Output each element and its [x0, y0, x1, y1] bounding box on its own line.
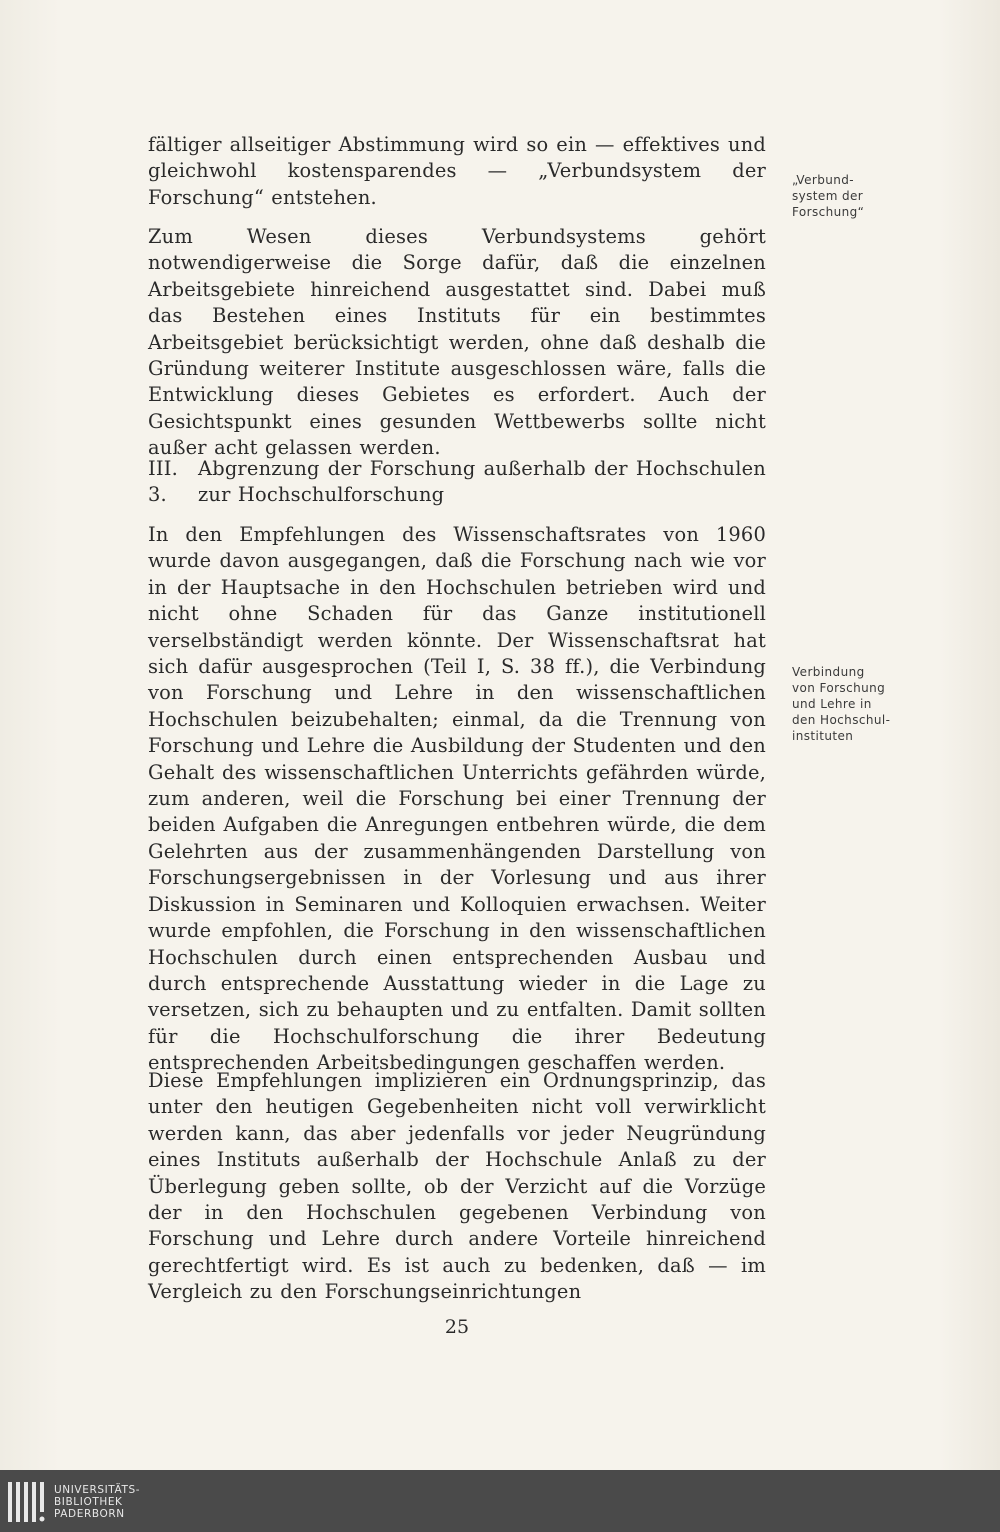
- section-heading: [148, 456, 766, 509]
- page-number: 25: [444, 1316, 470, 1338]
- margin-note-line: von Forschung: [792, 681, 886, 695]
- section-number: III. 3.: [148, 457, 178, 507]
- section-title: Abgrenzung der Forschung außerhalb der Hochschulen zur Hochschulforschung: [198, 457, 766, 507]
- margin-note-line: und Lehre in: [792, 697, 872, 711]
- margin-note-line: den Hochschul-: [792, 713, 891, 727]
- margin-note-verbindung: [792, 664, 912, 744]
- margin-note-line: instituten: [792, 729, 854, 743]
- library-name: [54, 1484, 140, 1520]
- margin-note-line: „Verbund-: [792, 173, 854, 187]
- margin-note-line: Verbindung: [792, 665, 865, 679]
- library-name-line: PADERBORN: [54, 1508, 125, 1520]
- margin-note-verbundsystem: [792, 172, 912, 220]
- paragraph-3: In den Empfehlungen des Wissenschaftsrates von 1960 wurde davon ausgegangen, daß die Forschung nach wie vor in der Hauptsache in den Hochschulen betrieben wird und nicht ohne Schaden für das Ganze institutionell verselbständigt werden könnte. Der Wissenschaftsrat hat sich dafür ausgesprochen (Teil I, S. 38 ff.), die Verbindung von Forschung und Lehre in den wissenschaftlichen Hochschulen beizubehalten; einmal, da die Trennung von Forschung und Lehre die Ausbildung der Studenten und den Gehalt des wissenschaftlichen Unterrichts gefährden würde, zum anderen, weil die Forschung bei einer Trennung der beiden Aufgaben die Anregungen entbehren würde, die dem Gelehrten aus der zusammenhängenden Darstellung von Forschungsergebnissen in der Vorlesung und aus ihrer Diskussion in Seminaren und Kolloquien erwachsen. Weiter wurde empfohlen, die Forschung in den wissenschaftlichen Hochschulen durch einen entsprechenden Ausbau und durch entsprechende Ausstattung wieder in die Lage zu versetzen, sich zu behaupten und zu entfalten. Damit sollten für die Hochschulforschung die ihrer Bedeutung entsprechenden Arbeitsbedingungen geschaffen werden.: [148, 523, 766, 1075]
- library-name-line: UNIVERSITÄTS-: [54, 1484, 141, 1496]
- paragraph-2: Zum Wesen dieses Verbundsystems gehört notwendigerweise die Sorge dafür, daß die einzelnen Arbeitsgebiete hinreichend ausgestattet sind. Dabei muß das Bestehen eines Instituts für ein bestimmtes Arbeitsgebiet berücksichtigt werden, ohne daß deshalb die Gründung weiterer Institute ausgeschlossen wäre, falls die Entwicklung dieses Gebietes es erfordert. Auch der Gesichtspunkt eines gesunden Wettbewerbs sollte nicht außer acht gelassen werden.: [148, 225, 766, 460]
- library-bars-icon: [6, 1480, 46, 1524]
- margin-note-line: Forschung“: [792, 205, 865, 219]
- library-footer: [0, 1470, 1000, 1532]
- margin-note-line: system der: [792, 189, 864, 203]
- library-name-line: BIBLIOTHEK: [54, 1496, 123, 1508]
- paragraph-1: fältiger allseitiger Abstimmung wird so ein — effektives und gleichwohl kostensparendes — „Verbundsystem der Forschung“ entstehen.: [148, 133, 766, 209]
- paragraph-4: Diese Empfehlungen implizieren ein Ordnungsprinzip, das unter den heutigen Gegebenheiten nicht voll verwirklicht werden kann, das aber jedenfalls vor jeder Neugründung eines Instituts außerhalb der Hochschule Anlaß zu der Überlegung geben sollte, ob der Verzicht auf die Vorzüge der in den Hochschulen gegebenen Verbindung von Forschung und Lehre durch andere Vorteile hinreichend gerechtfertigt wird. Es ist auch zu bedenken, daß — im Vergleich zu den Forschungseinrichtungen: [148, 1069, 766, 1304]
